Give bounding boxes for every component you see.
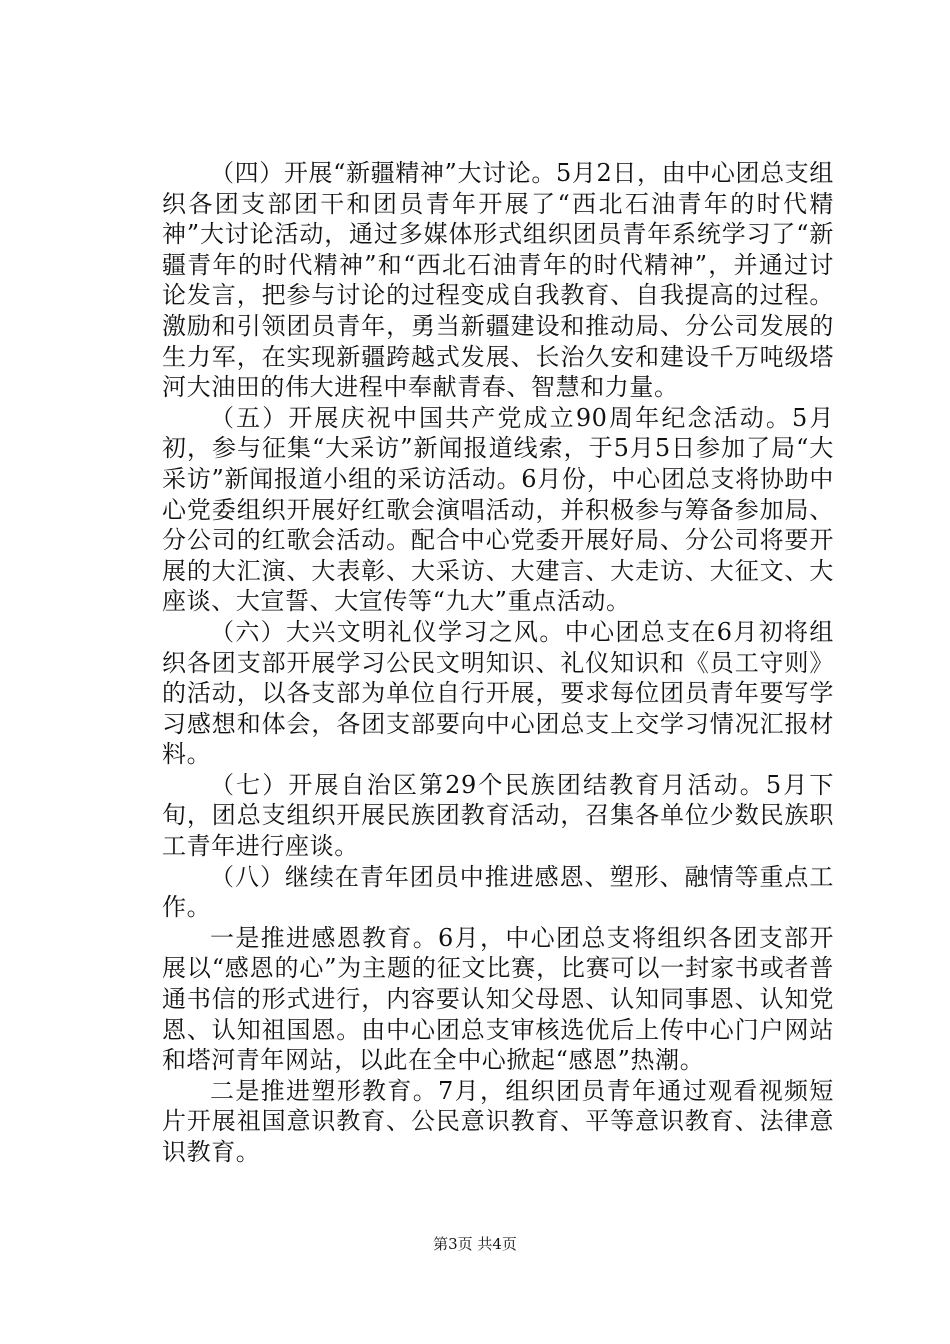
page-number: 第3页 共4页 xyxy=(433,1235,517,1253)
page-footer xyxy=(0,1234,950,1254)
paragraph-section-5: （五）开展庆祝中国共产党成立90周年纪念活动。5月初，参与征集“大采访”新闻报道线索，于5月5日参加了局“大采访”新闻报道小组的采访活动。6月份，中心团总支将协助中心党委组织开展好红歌会演唱活动，并积极参与筹备参加局、分公司的红歌会活动。配合中心党委开展好局、分公司将要开展的大汇演、大表彰、大采访、大建言、大走访、大征文、大座谈、大宣誓、大宣传等“九大”重点活动。 xyxy=(162,403,834,616)
paragraph-section-8: （八）继续在青年团员中推进感恩、塑形、融情等重点工作。 xyxy=(162,862,834,922)
paragraph-gratitude-education: 一是推进感恩教育。6月，中心团总支将组织各团支部开展以“感恩的心”为主题的征文比赛，比赛可以一封家书或者普通书信的形式进行，内容要认知父母恩、认知同事恩、认知党恩、认知祖国恩。由中心团总支审核选优后上传中心门户网站和塔河青年网站，以此在全中心掀起“感恩”热潮。 xyxy=(162,923,834,1075)
document-body xyxy=(162,158,834,1168)
paragraph-section-4: （四）开展“新疆精神”大讨论。5月2日，由中心团总支组织各团支部团干和团员青年开展了“西北石油青年的时代精神”大讨论活动，通过多媒体形式组织团员青年系统学习了“新疆青年的时代精神”和“西北石油青年的时代精神”，并通过讨论发言，把参与讨论的过程变成自我教育、自我提高的过程。激励和引领团员青年，勇当新疆建设和推动局、分公司发展的生力军，在实现新疆跨越式发展、长治久安和建设千万吨级塔河大油田的伟大进程中奉献青春、智慧和力量。 xyxy=(162,159,834,402)
paragraph-section-7: （七）开展自治区第29个民族团结教育月活动。5月下旬，团总支组织开展民族团教育活动，召集各单位少数民族职工青年进行座谈。 xyxy=(162,770,834,861)
paragraph-section-6: （六）大兴文明礼仪学习之风。中心团总支在6月初将组织各团支部开展学习公民文明知识、礼仪知识和《员工守则》的活动，以各支部为单位自行开展，要求每位团员青年要写学习感想和体会，各团支部要向中心团总支上交学习情况汇报材料。 xyxy=(162,617,834,769)
paragraph-shaping-education: 二是推进塑形教育。7月，组织团员青年通过观看视频短片开展祖国意识教育、公民意识教育、平等意识教育、法律意识教育。 xyxy=(162,1076,834,1166)
